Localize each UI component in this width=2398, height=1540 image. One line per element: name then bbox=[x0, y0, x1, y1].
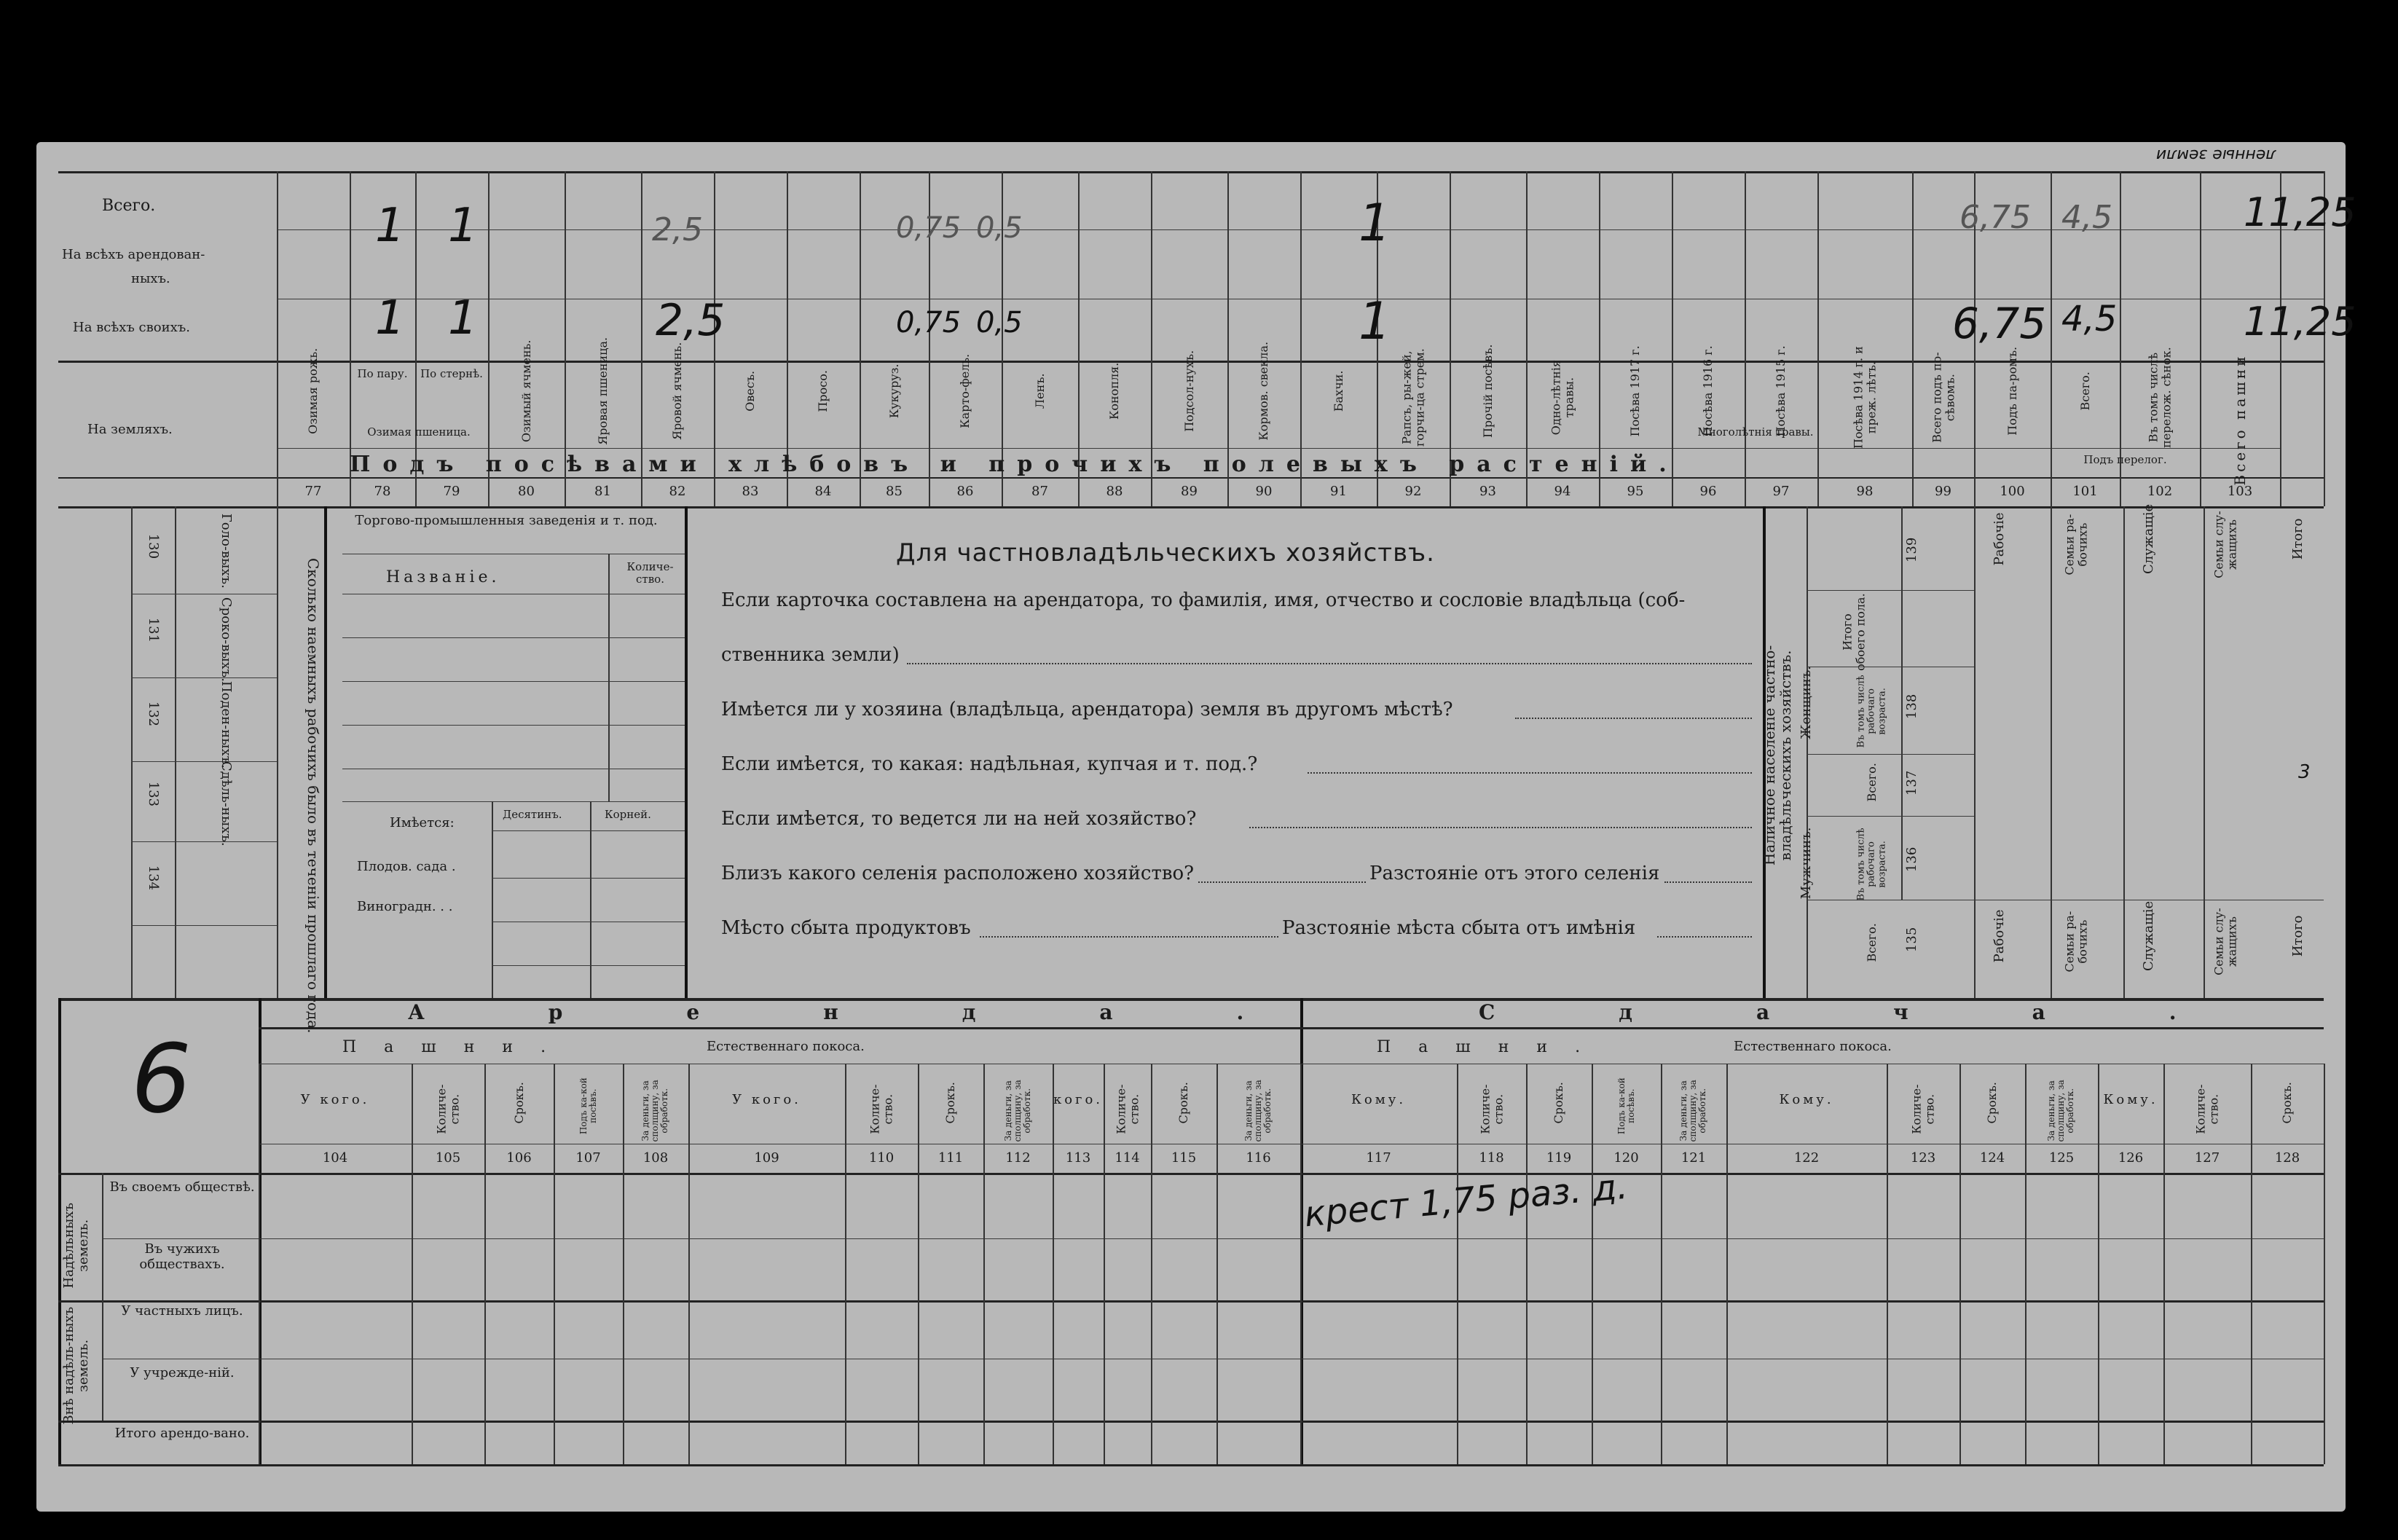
trade-line bbox=[342, 681, 685, 682]
private-line-9: Разстояніе мѣста сбыта отъ имѣнія bbox=[1282, 917, 1636, 939]
col-semi-rab-top: Семьи ра-бочихъ bbox=[2062, 514, 2089, 575]
bottom-col-line bbox=[1104, 1064, 1105, 1464]
zhenshchin-label: Женщинъ. bbox=[1798, 666, 1815, 739]
col-number: 105 bbox=[435, 1150, 461, 1166]
crop-col-header: Кукуруз. bbox=[887, 364, 901, 419]
col-number: 85 bbox=[886, 484, 903, 499]
trade-line bbox=[342, 725, 685, 726]
col-itogo-bot: Итого bbox=[2290, 915, 2306, 957]
col-rabochie-bot: Рабочіе bbox=[1992, 909, 2008, 963]
top-col-line bbox=[277, 171, 278, 506]
trade-count-header: Количе-ство. bbox=[626, 560, 674, 586]
dotted-line bbox=[907, 663, 1752, 664]
bottom-col-line bbox=[1726, 1064, 1728, 1464]
col-number: 109 bbox=[754, 1150, 779, 1166]
right-mid-h bbox=[1807, 590, 1974, 591]
num-138: 138 bbox=[1904, 694, 1920, 720]
trade-title: Торгово-промышленныя заведенія и т. под. bbox=[355, 513, 658, 528]
crop-col-header: Одно-лѣтнія травы. bbox=[1549, 359, 1576, 436]
private-line-4: Если имѣется, то какая: надѣльная, купчая и т. под.? bbox=[721, 753, 1258, 775]
arenda-pashni: Пашни. bbox=[342, 1038, 574, 1056]
banner-posev: Подъ посѣвами хлѣбовъ и прочихъ полевыхъ растеній. bbox=[350, 452, 1679, 477]
trade-line bbox=[342, 801, 685, 802]
bottom-col-line bbox=[2324, 1064, 2325, 1464]
col-number: 97 bbox=[1772, 484, 1790, 499]
col-number: 77 bbox=[304, 484, 322, 499]
col-number: 95 bbox=[1627, 484, 1644, 499]
bottom-col-line bbox=[1457, 1064, 1458, 1464]
crop-col-header: Всего. bbox=[2077, 372, 2092, 411]
hw-top-corner: ленные земли bbox=[2156, 146, 2276, 164]
hw-itogo-mark: 3 bbox=[2298, 761, 2311, 783]
bottom-col-line bbox=[688, 1064, 690, 1464]
crop-col-header: Прочій посѣвъ. bbox=[1480, 344, 1495, 439]
col-semi-sluzh-bot: Семьи слу-жащихъ bbox=[2212, 908, 2238, 975]
row-chastnykh: У частныхъ лицъ. bbox=[121, 1303, 243, 1319]
col-number: 114 bbox=[1115, 1150, 1140, 1166]
num-135: 135 bbox=[1904, 927, 1920, 953]
col-number: 98 bbox=[1856, 484, 1874, 499]
col-number: 106 bbox=[506, 1150, 532, 1166]
hw-svoi-85: 0,75 bbox=[896, 306, 962, 339]
private-line-8: Мѣсто сбыта продуктовъ bbox=[721, 917, 971, 939]
crop-col-header: Посѣва 1914 г. и преж. лѣтъ. bbox=[1851, 346, 1878, 449]
bottom-col-line bbox=[1661, 1064, 1662, 1464]
col-number: 86 bbox=[956, 484, 974, 499]
orchards-label: Плодов. сада . bbox=[357, 859, 456, 874]
hw-vsego-100: 4,5 bbox=[2061, 199, 2112, 236]
crop-col-header: Карто-фель. bbox=[958, 353, 972, 428]
bottom-col-line bbox=[2098, 1064, 2099, 1464]
lease-col-header: У кого. bbox=[300, 1092, 370, 1107]
lease-col-header: Кому. bbox=[2103, 1092, 2158, 1107]
have-label: Имѣется: bbox=[390, 815, 455, 830]
crop-col-header: Просо. bbox=[816, 370, 830, 412]
col-number: 104 bbox=[322, 1150, 348, 1166]
hw-sdacha-entry: крест 1,75 раз. д. bbox=[1302, 1166, 1630, 1235]
col-number: 79 bbox=[443, 484, 460, 499]
col-semi-rab-bot: Семьи ра-бочихъ bbox=[2062, 911, 2089, 973]
col-number: 91 bbox=[1330, 484, 1347, 499]
perennial-grasses-header: Многолѣтнія травы. bbox=[1697, 425, 1814, 439]
hw-vsego-103: 11,25 bbox=[2244, 189, 2356, 235]
top-border bbox=[58, 171, 2324, 173]
numbers-row-bottom bbox=[58, 506, 2324, 508]
hw-vsego-99: 6,75 bbox=[1959, 199, 2031, 236]
col-number: 111 bbox=[937, 1150, 964, 1166]
crop-col-header: Ленъ. bbox=[1032, 373, 1047, 409]
lease-col-header: Количе-ство. bbox=[2193, 1084, 2220, 1134]
population-side: Наличное населеніе частно-владѣльческихъ хозяйствъ. bbox=[1761, 645, 1794, 866]
vineyards-label: Виноградн. . . bbox=[357, 899, 453, 914]
crop-col-header: Въ томъ числѣ перелож. сѣнок. bbox=[2146, 347, 2173, 448]
hw-svoi-100: 4,5 bbox=[2061, 299, 2118, 339]
lease-col-header: Срокъ. bbox=[1985, 1082, 2000, 1124]
arenda-pokos: Естественнаго покоса. bbox=[707, 1039, 865, 1054]
right-mid-h bbox=[1807, 754, 1974, 755]
lease-col-header: кого. bbox=[1053, 1092, 1104, 1107]
lease-col-header: Срокъ. bbox=[2280, 1082, 2295, 1124]
col-number: 112 bbox=[1005, 1150, 1031, 1166]
hw-svoi-86: 0,5 bbox=[976, 306, 1023, 339]
num-139: 139 bbox=[1904, 537, 1920, 563]
row-label-arend-2: ныхъ. bbox=[131, 271, 170, 286]
right-mid-line bbox=[1807, 506, 1808, 998]
hw-big-number: 6 bbox=[131, 1024, 192, 1134]
group-label-col bbox=[102, 1173, 103, 1421]
korney-header: Корней. bbox=[605, 808, 651, 821]
dotted-line bbox=[1515, 718, 1752, 719]
hw-svoi-91: 1 bbox=[1359, 291, 1391, 351]
lease-col-header: За деньги, за сполщину, за обработк. bbox=[640, 1080, 670, 1142]
lease-col-header: Количе-ство. bbox=[434, 1084, 461, 1134]
bottom-col-line bbox=[1151, 1064, 1152, 1464]
hw-vsego-85: 0,75 bbox=[896, 211, 962, 245]
col-number: 83 bbox=[742, 484, 759, 499]
bottom-col-line bbox=[983, 1064, 985, 1464]
top-col-line bbox=[2200, 171, 2201, 506]
right-mid-line bbox=[2051, 506, 2052, 998]
dessiatin-header: Десятинъ. bbox=[503, 808, 562, 821]
crop-col-header: Конопля. bbox=[1107, 362, 1122, 420]
worker-label-132: Поден-ныхъ. bbox=[218, 680, 234, 769]
trade-line bbox=[342, 637, 685, 638]
col-number: 82 bbox=[669, 484, 686, 499]
col-number: 92 bbox=[1404, 484, 1422, 499]
vsego-f: Всего. bbox=[1865, 763, 1879, 802]
bottom-col-line bbox=[2025, 1064, 2026, 1464]
dotted-line bbox=[1198, 881, 1366, 883]
bottom-col-line bbox=[2251, 1064, 2252, 1464]
col-number: 124 bbox=[1979, 1150, 2005, 1166]
row-svoem: Въ своемъ обществѣ. bbox=[109, 1179, 255, 1195]
trade-col-line bbox=[608, 554, 610, 801]
private-line-5: Если имѣется, то ведется ли на ней хозяйство? bbox=[721, 808, 1197, 830]
mid-line-h bbox=[131, 925, 277, 926]
col-number: 127 bbox=[2194, 1150, 2220, 1166]
crop-col-header: Посѣва 1915 г. bbox=[1774, 345, 1788, 437]
private-title: Для частновладѣльческихъ хозяйствъ. bbox=[896, 538, 1435, 567]
col-number: 108 bbox=[642, 1150, 669, 1166]
col-itogo-top: Итого bbox=[2290, 518, 2306, 560]
wheat-sub-header: По стернѣ. bbox=[420, 367, 483, 380]
muzhchin-label: Мужчинъ. bbox=[1798, 827, 1815, 900]
bottom-col-line bbox=[918, 1064, 919, 1464]
bottom-col-line bbox=[259, 1064, 260, 1464]
crop-col-header: Озимая рожь. bbox=[306, 347, 321, 434]
row-chuzhikh: Въ чужихъ обществахъ. bbox=[139, 1241, 225, 1272]
row-uchrezhdeniy: У учрежде-ній. bbox=[130, 1365, 235, 1380]
lease-col-header: Количе-ство. bbox=[1909, 1084, 1936, 1134]
mid-line bbox=[131, 506, 133, 998]
col-number: 115 bbox=[1171, 1150, 1197, 1166]
worker-label-131: Сроко-выхъ. bbox=[218, 597, 234, 682]
worker-label-133: Сдѣль-ныхъ. bbox=[218, 761, 234, 846]
crop-col-header: Кормов. свекла. bbox=[1257, 341, 1271, 441]
bottom-col-line bbox=[2163, 1064, 2165, 1464]
lease-col-header: Количе-ство. bbox=[1477, 1084, 1505, 1134]
nadel-group-label: Надѣльныхъ земель. bbox=[61, 1203, 91, 1289]
top-col-line bbox=[1745, 171, 1746, 506]
lease-col-header: У кого. bbox=[732, 1092, 801, 1107]
perelog-header: Подъ перелог. bbox=[2083, 453, 2167, 466]
col-number: 87 bbox=[1031, 484, 1048, 499]
private-line-7: Разстояніе отъ этого селенія bbox=[1369, 863, 1660, 884]
bottom-col-line bbox=[1216, 1064, 1218, 1464]
crop-col-header: Озимый ячмень. bbox=[519, 339, 533, 443]
col-number: 122 bbox=[1793, 1150, 1820, 1166]
col-number: 90 bbox=[1255, 484, 1273, 499]
col-number: 96 bbox=[1699, 484, 1717, 499]
crop-col-header: Посѣва 1916 г. bbox=[1701, 345, 1715, 437]
workers-side-label: Сколько наемныхъ рабочихъ было въ теченіи прошлаго года. bbox=[304, 558, 322, 1034]
hw-vsego-91: 1 bbox=[1359, 193, 1391, 253]
col-number: 121 bbox=[1680, 1150, 1707, 1166]
census-card bbox=[36, 142, 2356, 1512]
worker-label-130: Голо-выхъ. bbox=[218, 513, 234, 589]
row-label-na-zemlyakh: На земляхъ. bbox=[87, 422, 173, 437]
lease-col-header: Количе-ство. bbox=[868, 1084, 895, 1134]
vne-nadel-group-label: Внѣ надѣль-ныхъ земель. bbox=[61, 1306, 91, 1425]
crop-col-header: Посѣва 1917 г. bbox=[1628, 345, 1643, 437]
have-line bbox=[492, 965, 685, 966]
lease-col-header: Срокъ. bbox=[943, 1082, 958, 1124]
col-number: 128 bbox=[2274, 1150, 2300, 1166]
col-number: 123 bbox=[1910, 1150, 1936, 1166]
bottom-col-line bbox=[1053, 1064, 1054, 1464]
right-mid-line bbox=[2123, 506, 2125, 998]
top-col-line bbox=[1912, 171, 1914, 506]
col-number: 99 bbox=[1935, 484, 1951, 499]
have-line bbox=[492, 878, 685, 879]
mid-line bbox=[324, 506, 327, 998]
crop-col-header: Яровой ячмень. bbox=[670, 342, 685, 440]
private-line-1: Если карточка составлена на арендатора, то фамилія, имя, отчество и сословіе владѣльца (соб- bbox=[721, 589, 1686, 611]
vsego-m: Всего. bbox=[1865, 923, 1879, 962]
sdacha-banner: Сдача. bbox=[1479, 1000, 2300, 1024]
numbers-line bbox=[58, 1173, 2324, 1175]
hw-svoi-103: 11,25 bbox=[2244, 299, 2356, 345]
vtom-rab-f: Въ томъ числѣ рабочаго возраста. bbox=[1855, 675, 1888, 748]
worker-num-132: 132 bbox=[145, 701, 161, 727]
bottom-col-line bbox=[623, 1064, 624, 1464]
numbers-row-top bbox=[58, 477, 2324, 479]
right-mid-h bbox=[1807, 816, 1974, 817]
lease-col-header: Срокъ. bbox=[1176, 1082, 1191, 1124]
bottom-col-line bbox=[845, 1064, 846, 1464]
dotted-line bbox=[1664, 881, 1752, 883]
col-number: 110 bbox=[868, 1150, 895, 1166]
mid-line bbox=[685, 506, 688, 998]
mid-line-h bbox=[131, 841, 277, 842]
row-label-arend-1: На всѣхъ арендован- bbox=[62, 247, 205, 262]
col-number: 81 bbox=[594, 484, 611, 499]
trade-name-header: Названіе. bbox=[386, 568, 500, 586]
col-rabochie-top: Рабочіе bbox=[1992, 512, 2008, 566]
hw-svoi-99: 6,75 bbox=[1952, 299, 2047, 348]
crop-col-header: Всего подъ по-сѣвомъ. bbox=[1929, 352, 1957, 443]
winter-wheat-header: Озимая пшеница. bbox=[367, 425, 471, 439]
dotted-line bbox=[980, 936, 1278, 938]
bottom-edge bbox=[58, 1464, 2324, 1466]
itogo-obo-label: Итого обоего пола. bbox=[1840, 593, 1867, 671]
dotted-line bbox=[1308, 772, 1752, 774]
vtom-rab-m: Въ томъ числѣ рабочаго возраста. bbox=[1855, 828, 1888, 901]
col-sluzhashchie-bot: Служащіе bbox=[2141, 900, 2157, 972]
right-mid-line bbox=[1901, 506, 1903, 900]
hw-svoi-78: 1 bbox=[448, 291, 478, 345]
col-number: 119 bbox=[1546, 1150, 1572, 1166]
dotted-line bbox=[1249, 827, 1752, 828]
worker-num-133: 133 bbox=[145, 781, 161, 807]
crop-col-header: Подъ па-ромъ. bbox=[2005, 346, 2019, 436]
lease-col-header: Кому. bbox=[1351, 1092, 1407, 1107]
total-arable-header: Всего пашни bbox=[2231, 353, 2249, 486]
bottom-col-line bbox=[1887, 1064, 1888, 1464]
col-number: 103 bbox=[2227, 484, 2253, 499]
row-itogo: Итого арендо-вано. bbox=[114, 1426, 250, 1441]
col-number: 101 bbox=[2072, 484, 2098, 499]
worker-num-130: 130 bbox=[145, 533, 161, 559]
lease-col-header: За деньги, за сполщину, за обработк. bbox=[1243, 1080, 1273, 1142]
col-number: 78 bbox=[374, 484, 391, 499]
col-number: 120 bbox=[1613, 1150, 1639, 1166]
col-number: 117 bbox=[1366, 1150, 1391, 1166]
right-mid-line bbox=[2204, 506, 2205, 998]
col-sluzhashchie-top: Служащіе bbox=[2141, 503, 2157, 575]
col-number: 100 bbox=[2000, 484, 2025, 499]
hw-vsego-77: 1 bbox=[375, 199, 405, 253]
bottom-col-line bbox=[1959, 1064, 1961, 1464]
col-number: 116 bbox=[1246, 1150, 1271, 1166]
sdacha-pokos: Естественнаго покоса. bbox=[1734, 1039, 1892, 1054]
row-label-svoikh: На всѣхъ своихъ. bbox=[73, 320, 190, 335]
worker-num-134: 134 bbox=[145, 865, 161, 891]
bottom-col-line bbox=[412, 1064, 413, 1464]
arenda-banner-bottom bbox=[259, 1027, 2324, 1029]
bottom-col-line bbox=[1592, 1064, 1593, 1464]
lease-col-header: За деньги, за сполщину, за обработк. bbox=[1002, 1080, 1033, 1142]
num-136: 136 bbox=[1904, 846, 1920, 873]
col-number: 88 bbox=[1106, 484, 1123, 499]
crop-col-header: Бахчи. bbox=[1331, 370, 1345, 412]
col-number: 89 bbox=[1181, 484, 1198, 499]
mid-line bbox=[175, 506, 176, 998]
col-number: 94 bbox=[1554, 484, 1571, 499]
col-semi-sluzh-top: Семьи слу-жащихъ bbox=[2212, 511, 2238, 578]
hw-svoi-77: 1 bbox=[375, 291, 405, 345]
arenda-banner: Аренда. bbox=[408, 1000, 1368, 1024]
banner-top bbox=[277, 448, 2280, 449]
private-line-2: ственника земли) bbox=[721, 644, 900, 666]
crop-col-header: Яровая пшеница. bbox=[595, 337, 610, 445]
bottom-col-line bbox=[554, 1064, 555, 1464]
col-number: 84 bbox=[814, 484, 832, 499]
row-line bbox=[102, 1238, 2324, 1239]
col-number: 126 bbox=[2118, 1150, 2144, 1166]
lease-col-header: За деньги, за сполщину, за обработк. bbox=[2046, 1080, 2076, 1142]
lease-col-header: Срокъ. bbox=[1552, 1082, 1566, 1124]
mid-line-h bbox=[131, 677, 277, 678]
lease-col-header: Подъ ка-кой посѣвъ. bbox=[1616, 1077, 1636, 1135]
mid-line bbox=[277, 506, 278, 998]
top-col-line bbox=[1817, 171, 1819, 506]
col-number: 113 bbox=[1065, 1150, 1091, 1166]
col-number: 80 bbox=[518, 484, 535, 499]
col-number: 102 bbox=[2147, 484, 2173, 499]
private-line-3: Имѣется ли у хозяина (владѣльца, арендатора) земля въ другомъ мѣстѣ? bbox=[721, 699, 1453, 720]
worker-num-131: 131 bbox=[145, 617, 161, 643]
hw-vsego-86: 0,5 bbox=[976, 211, 1023, 245]
bottom-col-line bbox=[1300, 1064, 1302, 1464]
private-line-6: Близъ какого селенія расположено хозяйство? bbox=[721, 863, 1195, 884]
col-number: 125 bbox=[2048, 1150, 2075, 1166]
crop-col-header: Овесъ. bbox=[743, 370, 758, 412]
hw-vsego-78: 1 bbox=[448, 199, 478, 253]
lease-col-header: Кому. bbox=[1779, 1092, 1834, 1107]
col-number: 118 bbox=[1479, 1150, 1504, 1166]
hw-svoi-82: 2,5 bbox=[656, 295, 726, 346]
lease-col-header: Количе-ство. bbox=[1113, 1084, 1141, 1134]
crop-col-header: Подсол-нухъ. bbox=[1182, 350, 1196, 432]
hw-vsego-82: 2,5 bbox=[652, 211, 703, 248]
right-mid-line bbox=[1974, 506, 1976, 998]
row-line bbox=[58, 1421, 2324, 1423]
crop-col-header: Рапсъ, ры-жей, горчи-ца стрем. bbox=[1399, 348, 1426, 447]
num-137: 137 bbox=[1904, 770, 1920, 796]
lease-col-header: Срокъ. bbox=[511, 1082, 526, 1124]
bottom-col-line bbox=[484, 1064, 486, 1464]
dotted-line bbox=[1657, 936, 1752, 938]
bottom-col-line bbox=[1526, 1064, 1528, 1464]
wheat-sub-header: По пару. bbox=[357, 367, 408, 380]
col-number: 93 bbox=[1479, 484, 1496, 499]
sdacha-pashni: Пашни. bbox=[1377, 1038, 1608, 1056]
lease-col-header: Подъ ка-кой посѣвъ. bbox=[578, 1077, 598, 1135]
row-label-vsego: Всего. bbox=[102, 197, 156, 215]
lease-col-header: За деньги, за сполщину, за обработк. bbox=[1678, 1080, 1708, 1142]
row-line bbox=[58, 1300, 2324, 1303]
have-line bbox=[492, 830, 685, 831]
col-number: 107 bbox=[575, 1150, 601, 1166]
